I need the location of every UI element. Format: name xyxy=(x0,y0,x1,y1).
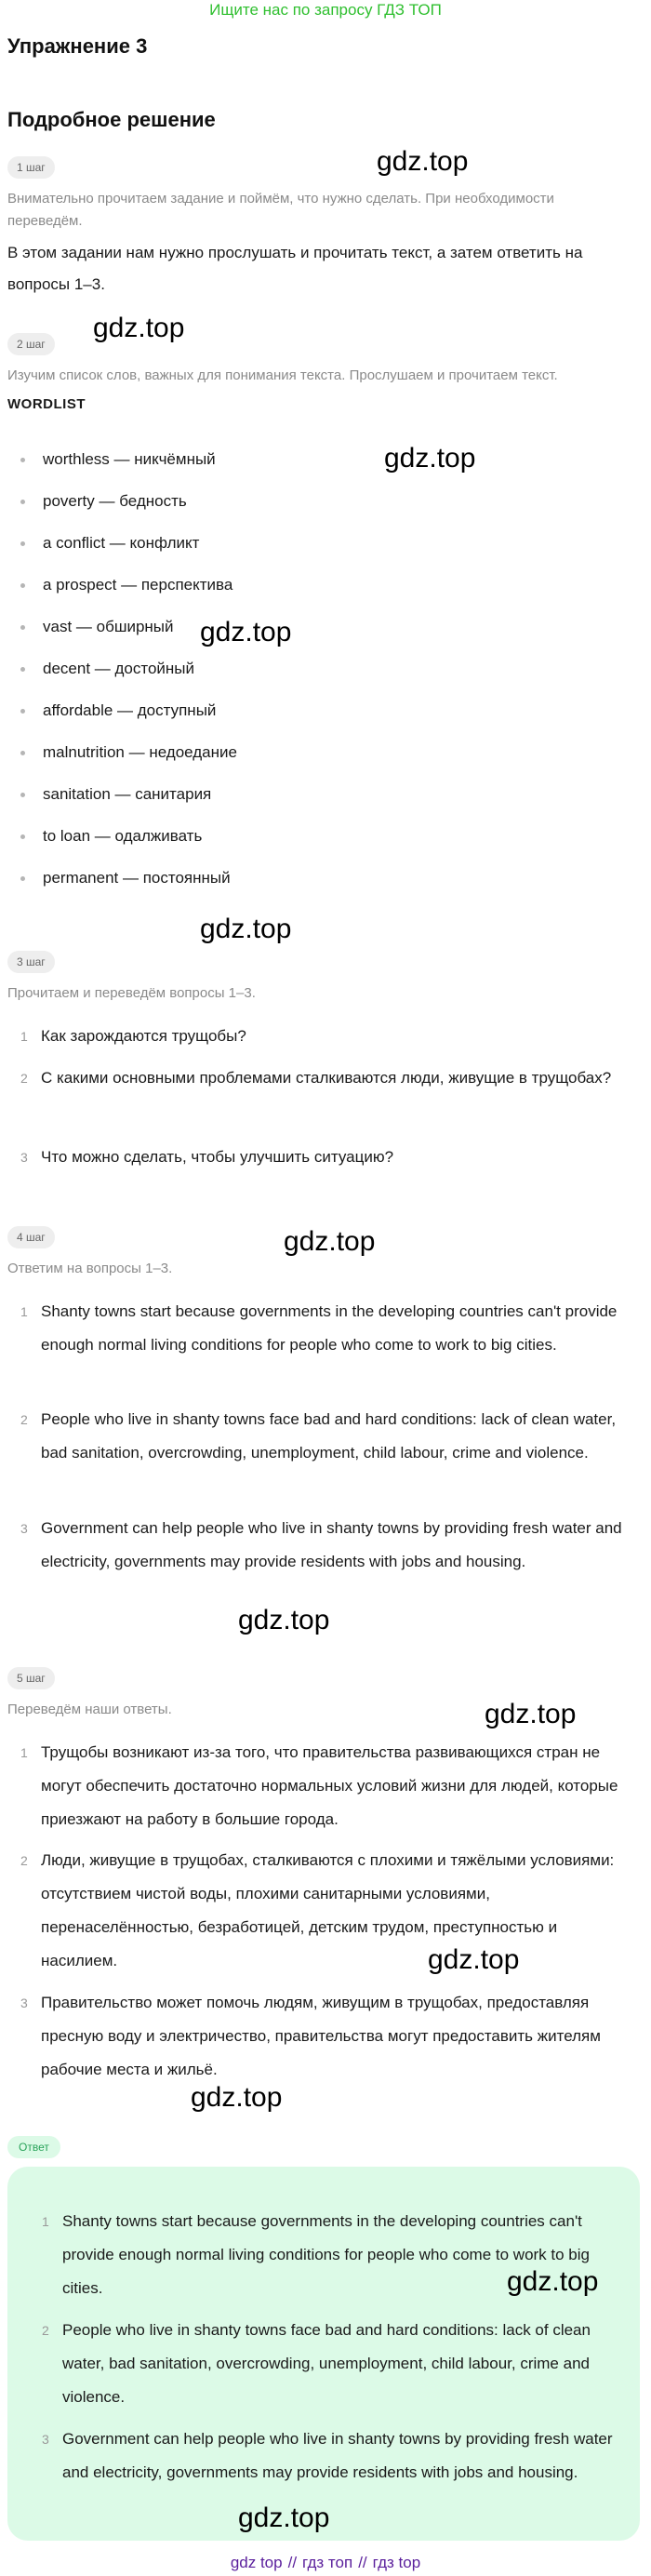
item-number: 1 xyxy=(20,1304,28,1319)
answer-item: 1 Shanty towns start because governments in the developing countries can't provide enough normal living conditions for people who come to work to big cities. xyxy=(20,1295,634,1362)
item-number: 3 xyxy=(20,1521,28,1536)
bullet-dot xyxy=(20,583,25,588)
watermark: gdz.top xyxy=(377,146,469,177)
item-number: 3 xyxy=(20,1995,28,2010)
answer-item: 3 Government can help people who live in shanty towns by providing fresh water and electricity, governments may provide residents with jobs and housing. xyxy=(20,1512,634,1579)
step-4-hint: Ответим на вопросы 1–3. xyxy=(7,1261,173,1276)
search-banner: Ищите нас по запросу ГДЗ ТОП xyxy=(209,1,442,19)
wordlist-item: affordable — доступный xyxy=(20,700,216,722)
wordlist-title: WORDLIST xyxy=(7,396,86,412)
watermark: gdz.top xyxy=(200,617,292,647)
item-number: 1 xyxy=(42,2214,49,2229)
wordlist-item: vast — обширный xyxy=(20,616,174,638)
wordlist-item: malnutrition — недоедание xyxy=(20,741,237,764)
question-item: 3 Что можно сделать, чтобы улучшить ситуацию? xyxy=(20,1141,634,1174)
watermark: gdz.top xyxy=(485,1699,577,1729)
wordlist-item: a conflict — конфликт xyxy=(20,532,199,554)
item-number: 1 xyxy=(20,1029,28,1044)
step-5-badge: 5 шаг xyxy=(7,1667,55,1689)
item-number: 2 xyxy=(20,1071,28,1086)
item-number: 2 xyxy=(42,2323,49,2338)
page-title: Упражнение 3 xyxy=(7,34,148,58)
step-3-hint: Прочитаем и переведём вопросы 1–3. xyxy=(7,985,256,1001)
footer-link[interactable]: гдз top xyxy=(372,2554,421,2571)
wordlist-item: worthless — никчёмный xyxy=(20,448,216,471)
item-number: 1 xyxy=(20,1745,28,1760)
final-answer-item: 2 People who live in shanty towns face bad and hard conditions: lack of clean water, bad sanitation, overcrowding, unemployment, child labour, crime and violence. xyxy=(42,2314,618,2414)
footer-link[interactable]: gdz top xyxy=(230,2554,283,2571)
watermark: gdz.top xyxy=(428,1944,520,1975)
bullet-dot xyxy=(20,876,25,881)
bullet-dot xyxy=(20,709,25,714)
answer-badge: Ответ xyxy=(7,2136,60,2158)
item-number: 3 xyxy=(20,1150,28,1165)
watermark: gdz.top xyxy=(238,1605,330,1635)
translation-item: 1 Трущобы возникают из-за того, что правительства развивающихся стран не могут обеспечить достаточно нормальных условий жизни для людей, которые приезжают на работу в большие города. xyxy=(20,1736,634,1836)
item-number: 2 xyxy=(20,1853,28,1868)
footer-separator: // xyxy=(287,2554,298,2571)
wordlist-item: permanent — постоянный xyxy=(20,867,231,889)
watermark: gdz.top xyxy=(507,2266,599,2297)
wordlist-item: sanitation — санитария xyxy=(20,783,211,806)
final-answer-item: 1 Shanty towns start because governments in the developing countries can't provide enough normal living conditions for people who come to work to big cities. xyxy=(42,2205,618,2305)
watermark: gdz.top xyxy=(93,313,185,343)
watermark: gdz.top xyxy=(191,2082,283,2113)
question-item: 1 Как зарождаются трущобы? xyxy=(20,1020,634,1053)
bullet-dot xyxy=(20,793,25,797)
watermark: gdz.top xyxy=(200,914,292,944)
watermark: gdz.top xyxy=(238,2503,330,2533)
footer-separator: // xyxy=(358,2554,367,2571)
footer-links xyxy=(0,2552,651,2574)
final-answer-item: 3 Government can help people who live in shanty towns by providing fresh water and electricity, governments may provide residents with jobs and housing. xyxy=(42,2423,618,2489)
step-2-badge: 2 шаг xyxy=(7,333,55,355)
step-3-badge: 3 шаг xyxy=(7,951,55,973)
item-number: 3 xyxy=(42,2432,49,2447)
item-number: 2 xyxy=(20,1412,28,1427)
watermark: gdz.top xyxy=(384,443,476,474)
step-5-hint: Переведём наши ответы. xyxy=(7,1702,172,1717)
step-1-hint: Внимательно прочитаем задание и поймём, что нужно сделать. При необходимости переведём. xyxy=(7,191,554,229)
answer-item: 2 People who live in shanty towns face bad and hard conditions: lack of clean water, bad sanitation, overcrowding, unemployment, child labour, crime and violence. xyxy=(20,1403,634,1470)
wordlist-item: poverty — бедность xyxy=(20,490,187,513)
footer-link[interactable]: гдз топ xyxy=(302,2554,353,2571)
bullet-dot xyxy=(20,751,25,755)
step-2-hint: Изучим список слов, важных для понимания текста. Прослушаем и прочитаем текст. xyxy=(7,367,558,383)
wordlist-item: decent — достойный xyxy=(20,658,194,680)
watermark: gdz.top xyxy=(284,1226,376,1257)
bullet-dot xyxy=(20,500,25,504)
bullet-dot xyxy=(20,458,25,462)
section-title: Подробное решение xyxy=(7,108,216,131)
question-item: 2 С какими основными проблемами сталкиваются люди, живущие в трущобах? xyxy=(20,1061,634,1095)
step-1-text: В этом задании нам нужно прослушать и прочитать текст, а затем ответить на вопросы 1–3. xyxy=(7,244,583,293)
translation-item: 2 Люди, живущие в трущобах, сталкиваются с плохими и тяжёлыми условиями: отсутствием чистой воды, плохими санитарными условиями, перенаселённостью, безработицей, детским трудом, преступностью и насилием. xyxy=(20,1844,634,1978)
bullet-dot xyxy=(20,834,25,839)
bullet-dot xyxy=(20,541,25,546)
bullet-dot xyxy=(20,625,25,630)
step-1-badge: 1 шаг xyxy=(7,156,55,179)
bullet-dot xyxy=(20,667,25,672)
wordlist-item: a prospect — перспектива xyxy=(20,574,232,596)
wordlist-item: to loan — одалживать xyxy=(20,825,202,848)
translation-item: 3 Правительство может помочь людям, живущим в трущобах, предоставляя пресную воду и электричество, правительства могут предоставить жителям рабочие места и жильё. xyxy=(20,1986,634,2087)
step-4-badge: 4 шаг xyxy=(7,1226,55,1248)
